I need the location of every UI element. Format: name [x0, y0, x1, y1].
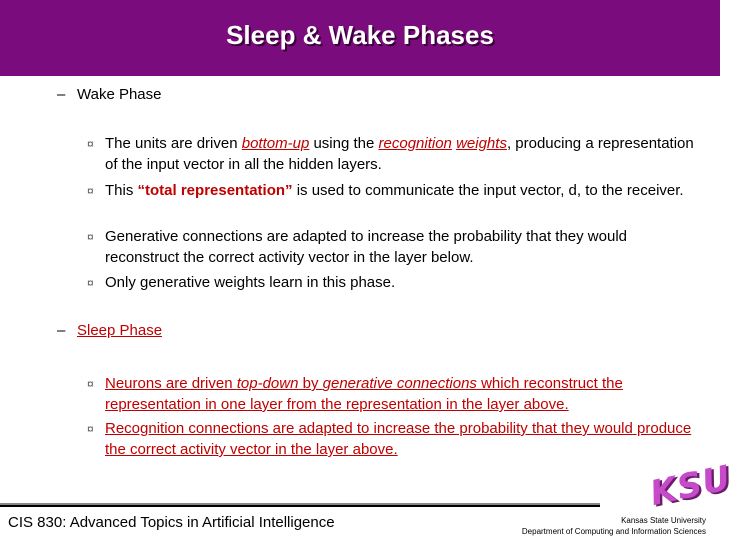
course-name: CIS 830: Advanced Topics in Artificial Intelligence [8, 514, 335, 531]
wake-phase-heading: Wake Phase [77, 86, 162, 103]
bottom-up-emphasis: bottom-up [241, 135, 310, 152]
wake-bullet-4: Only generative weights learn in this phase. [105, 274, 396, 291]
dash-marker: – [57, 322, 66, 339]
university-name: Kansas State University [621, 516, 706, 525]
sleep-phase-heading: Sleep Phase [77, 322, 163, 339]
text-run: is used to communicate the input vector, d, to the receiver. [292, 182, 684, 199]
text-run: The units are driven [105, 135, 242, 152]
text-run: , producing a representation of the input vector in all the hidden layers. [105, 135, 694, 173]
ksu-logo: KSU [646, 457, 735, 515]
bullet-icon: ¤ [87, 137, 94, 151]
recognition-emphasis: recognition [378, 135, 452, 152]
top-down-emphasis: top-down [236, 375, 299, 392]
bullet-icon: ¤ [87, 184, 94, 198]
generative-connections-emphasis: generative connections [322, 375, 477, 392]
wake-bullet-2 [105, 180, 705, 201]
dash-marker: – [57, 86, 66, 103]
text-run: This [105, 182, 138, 199]
wake-bullet-1 [105, 133, 705, 175]
text-run: using the [309, 135, 379, 152]
text-run: by [298, 375, 323, 392]
total-representation-emphasis: “total representation” [137, 182, 293, 199]
bullet-icon: ¤ [87, 276, 94, 290]
sleep-bullet-2: Recognition connections are adapted to increase the probability that they would produce the correct activity vector in the layer above. [105, 420, 692, 458]
bullet-icon: ¤ [87, 422, 94, 436]
weights-emphasis: weights [456, 135, 507, 152]
text-run: Neurons are driven [105, 375, 237, 392]
bullet-icon: ¤ [87, 230, 94, 244]
sleep-bullet-1 [105, 373, 705, 415]
department-name: Department of Computing and Information Sciences [521, 527, 706, 536]
slide-title: Sleep & Wake Phases [226, 20, 494, 50]
bullet-icon: ¤ [87, 377, 94, 391]
footer-divider [0, 505, 600, 507]
wake-bullet-3: Generative connections are adapted to increase the probability that they would reconstruct the correct activity vector in the layer below. [105, 228, 627, 266]
text-run: which reconstruct the representation in one layer from the representation in the layer above. [105, 375, 623, 413]
